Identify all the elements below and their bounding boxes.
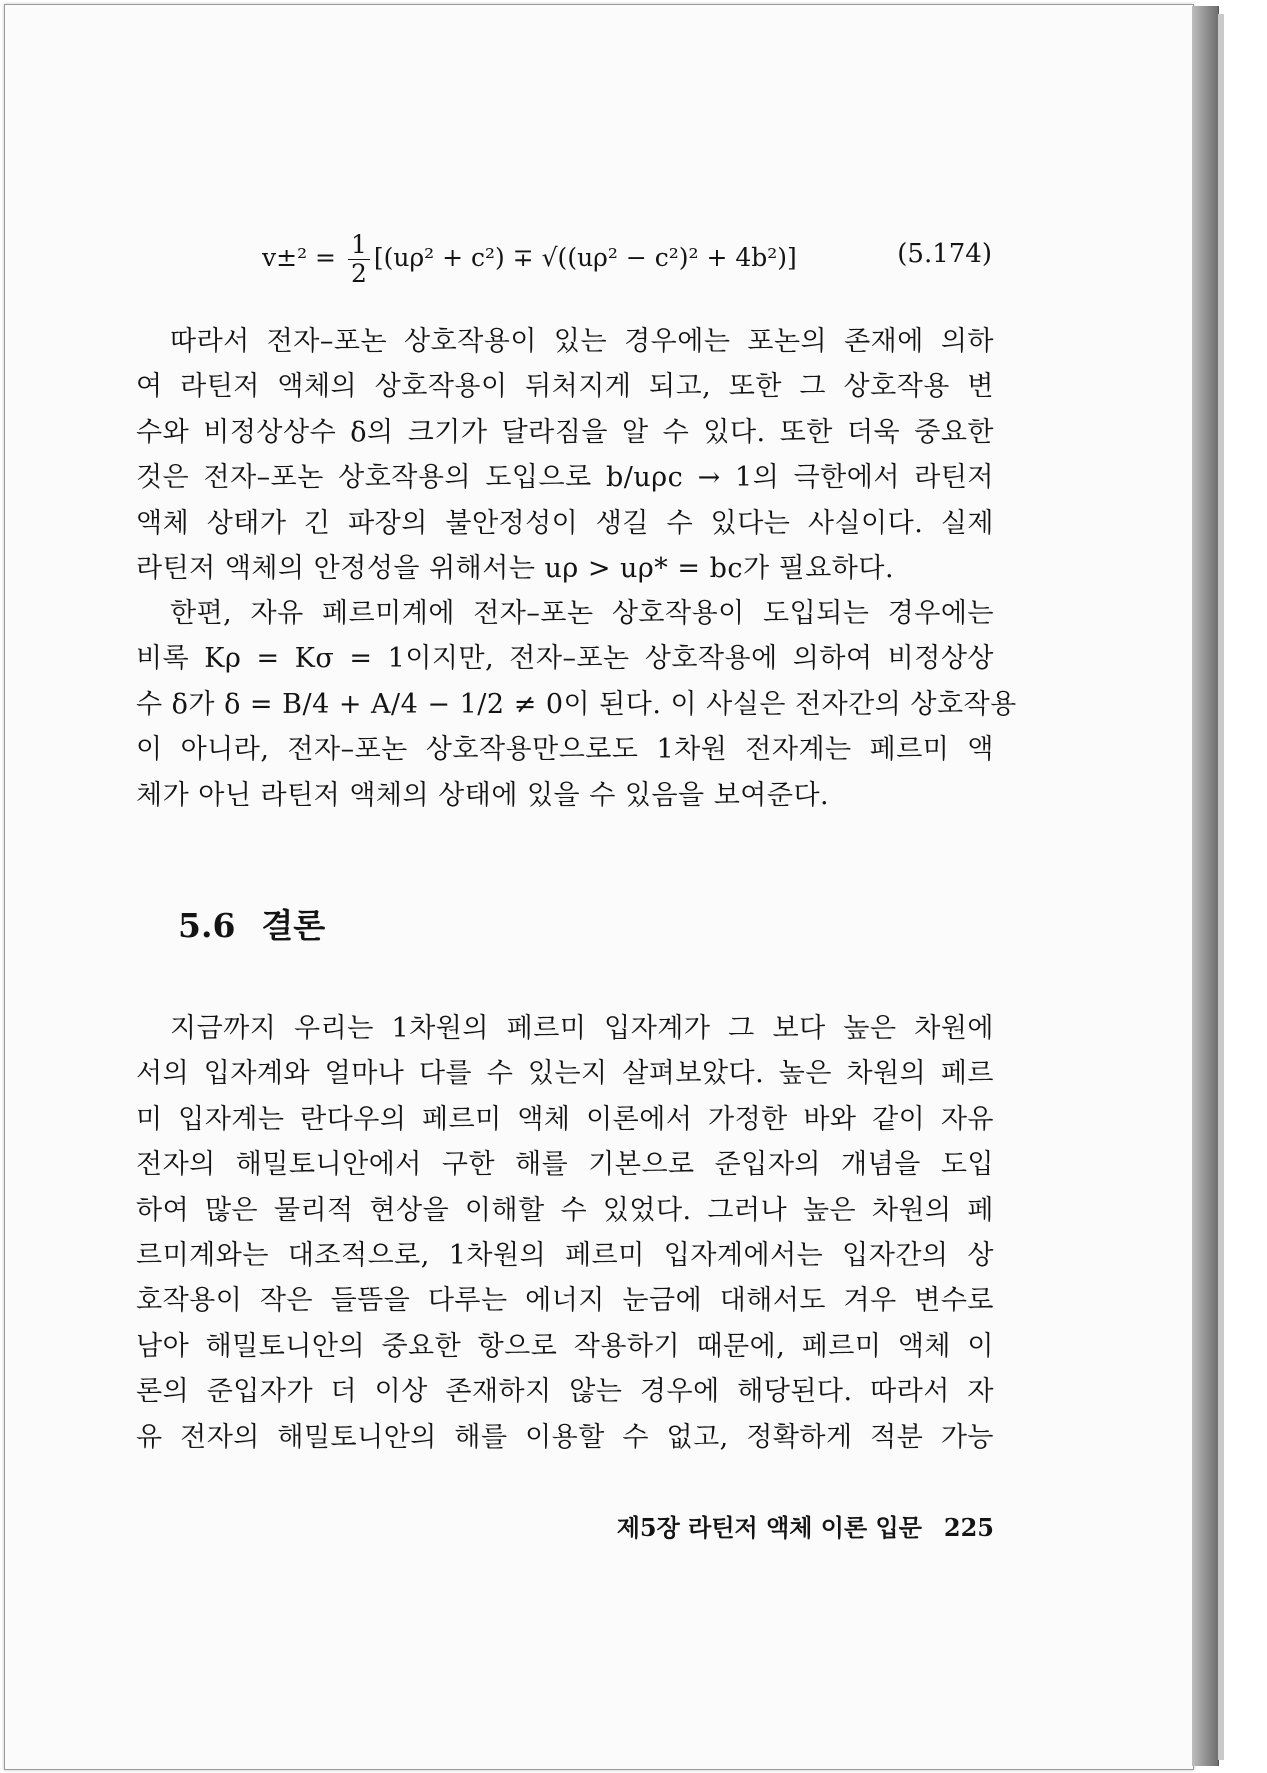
- equation-5-174: [262, 213, 992, 288]
- text-line: 액체 상태가 긴 파장의 불안정성이 생길 수 있다는 사실이다. 실제: [136, 507, 994, 539]
- text-line: 남아 해밀토니안의 중요한 항으로 작용하기 때문에, 페르미 액체 이: [136, 1330, 994, 1362]
- text-line: 따라서 전자–포논 상호작용이 있는 경우에는 포논의 존재에 의하: [170, 326, 994, 357]
- text-line: 미 입자계는 란다우의 페르미 액체 이론에서 가정한 바와 같이 자유: [136, 1103, 994, 1135]
- section-title: 결론: [261, 906, 326, 945]
- text-line: 여 라틴저 액체의 상호작용이 뒤처지게 되고, 또한 그 상호작용 변: [136, 371, 994, 403]
- page-stack-inner: [1218, 14, 1224, 1760]
- paragraph-2: [136, 591, 1017, 818]
- fraction-numerator: 1: [348, 231, 370, 260]
- text-line: 지금까지 우리는 1차원의 페르미 입자계가 그 보다 높은 차원에: [170, 1013, 994, 1044]
- text-line: 서의 입자계와 얼마나 다를 수 있는지 살펴보았다. 높은 차원의 페르: [136, 1058, 994, 1090]
- fraction-denominator: 2: [350, 259, 367, 288]
- text-line: 수 δ가 δ = B/4 + A/4 − 1/2 ≠ 0이 된다. 이 사실은 전자간의 상호작용: [136, 688, 1017, 720]
- page-number: 225: [943, 1513, 994, 1542]
- paragraph-1: [136, 319, 994, 591]
- text-line: 호작용이 작은 들뜸을 다루는 에너지 눈금에 대해서도 겨우 변수로: [136, 1285, 994, 1317]
- section-heading: [178, 900, 325, 947]
- equation-fraction: [348, 231, 370, 288]
- text-line: 론의 준입자가 더 이상 존재하지 않는 경우에 해당된다. 따라서 자: [136, 1376, 994, 1408]
- section-number: 5.6: [178, 906, 236, 945]
- text-line: 르미계와는 대조적으로, 1차원의 페르미 입자계에서는 입자간의 상: [136, 1239, 994, 1271]
- equation-rhs: [(uρ² + c²) ∓ √((uρ² − c²)² + 4b²)]: [373, 243, 797, 272]
- paragraph-3: [136, 1006, 994, 1460]
- text-line: 수와 비정상상수 δ의 크기가 달라짐을 알 수 있다. 또한 더욱 중요한: [136, 416, 994, 448]
- text-line: 체가 아닌 라틴저 액체의 상태에 있을 수 있음을 보여준다.: [136, 779, 830, 811]
- text-line: 한편, 자유 페르미계에 전자–포논 상호작용이 도입되는 경우에는: [170, 598, 994, 629]
- page-stack-edge: [1192, 6, 1219, 1766]
- text-line: 이 아니라, 전자–포논 상호작용만으로도 1차원 전자계는 페르미 액: [136, 734, 994, 766]
- text-line: 전자의 해밀토니안에서 구한 해를 기본으로 준입자의 개념을 도입: [136, 1149, 994, 1181]
- text-line: 유 전자의 해밀토니안의 해를 이용할 수 없고, 정확하게 적분 가능: [136, 1421, 994, 1453]
- text-line: 하여 많은 물리적 현상을 이해할 수 있었다. 그러나 높은 차원의 페: [136, 1194, 994, 1226]
- equation-body: [262, 231, 797, 288]
- text-line: 것은 전자–포논 상호작용의 도입으로 b/uρc → 1의 극한에서 라틴저: [136, 462, 994, 494]
- equation-number: (5.174): [897, 239, 992, 269]
- text-line: 비록 Kρ = Kσ = 1이지만, 전자–포논 상호작용에 의하여 비정상상: [136, 643, 994, 675]
- equation-lhs: v±² =: [262, 243, 344, 272]
- chapter-title: 제5장 라틴저 액체 이론 입문: [616, 1513, 922, 1542]
- text-line: 라틴저 액체의 안정성을 위해서는 uρ > uρ* = bc가 필요하다.: [136, 552, 895, 584]
- running-footer: [590, 1508, 994, 1543]
